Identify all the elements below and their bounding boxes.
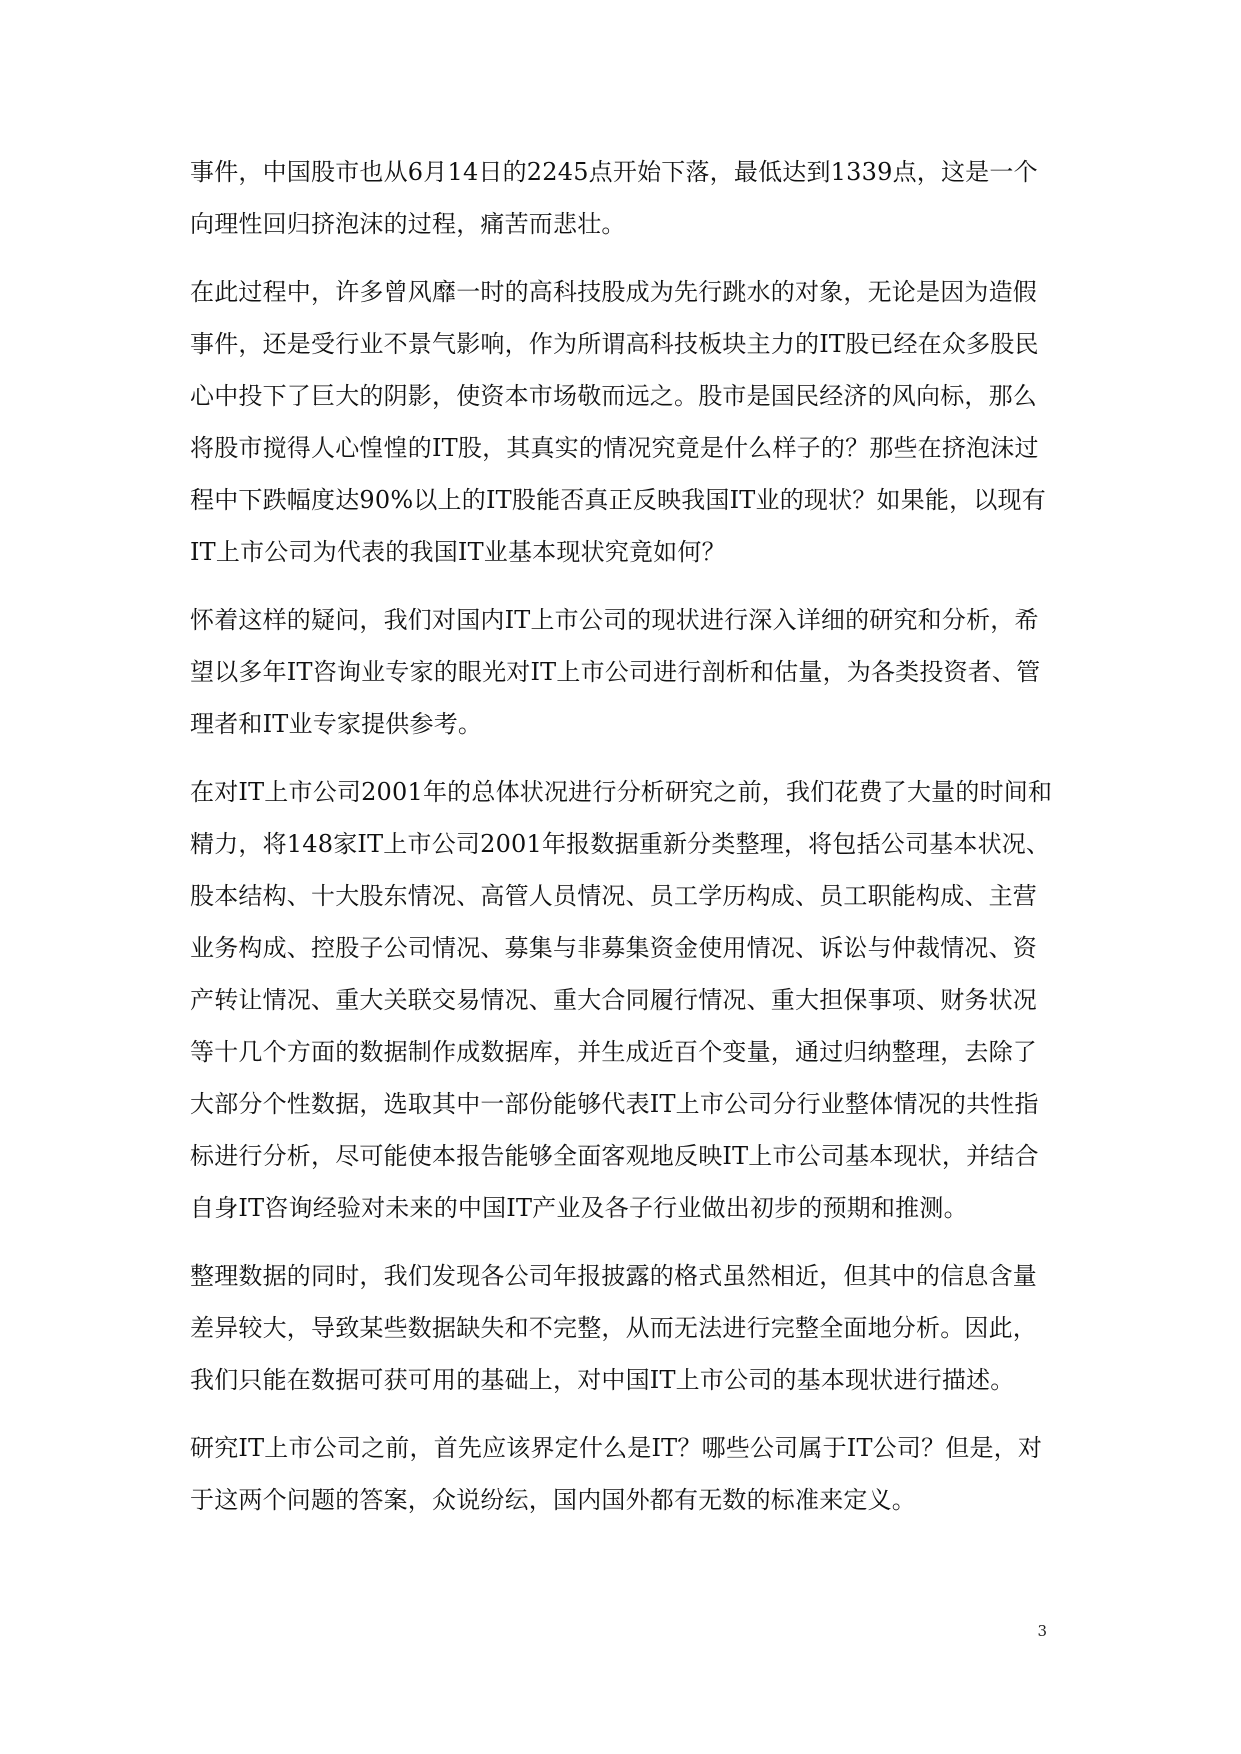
paragraph-3: 怀着这样的疑问，我们对国内IT上市公司的现状进行深入详细的研究和分析，希望以多年IT咨询业专家的眼光对IT上市公司进行剖析和估量，为各类投资者、管理者和IT业专家提供参考。: [190, 606, 1041, 738]
paragraph-6: 研究IT上市公司之前，首先应该界定什么是IT？哪些公司属于IT公司？但是，对于这两个问题的答案，众说纷纭，国内国外都有无数的标准来定义。: [190, 1434, 1043, 1514]
paragraph-5: 整理数据的同时，我们发现各公司年报披露的格式虽然相近，但其中的信息含量差异较大，导致某些数据缺失和不完整，从而无法进行完整全面地分析。因此，我们只能在数据可获可用的基础上，对中国IT上市公司的基本现状进行描述。: [190, 1262, 1037, 1394]
paragraph-4: 在对IT上市公司2001年的总体状况进行分析研究之前，我们花费了大量的时间和精力，将148家IT上市公司2001年报数据重新分类整理，将包括公司基本状况、股本结构、十大股东情况、高管人员情况、员工学历构成、员工职能构成、主营业务构成、控股子公司情况、募集与非募集资金使用情况、诉讼与仲裁情况、资产转让情况、重大关联交易情况、重大合同履行情况、重大担保事项、财务状况等十几个方面的数据制作成数据库，并生成近百个变量，通过归纳整理，去除了大部分个性数据，选取其中一部份能够代表IT上市公司分行业整体情况的共性指标进行分析，尽可能使本报告能够全面客观地反映IT上市公司基本现状，并结合自身IT咨询经验对未来的中国IT产业及各子行业做出初步的预期和推测。: [190, 778, 1053, 1222]
paragraph-1: 事件，中国股市也从6月14日的2245点开始下落，最低达到1339点，这是一个向理性回归挤泡沫的过程，痛苦而悲壮。: [190, 158, 1038, 238]
document-body: [190, 146, 1054, 1542]
paragraph-2: 在此过程中，许多曾风靡一时的高科技股成为先行跳水的对象，无论是因为造假事件，还是受行业不景气影响，作为所谓高科技板块主力的IT股已经在众多股民心中投下了巨大的阴影，使资本市场敬而远之。股市是国民经济的风向标，那么将股市搅得人心惶惶的IT股，其真实的情况究竟是什么样子的？那些在挤泡沫过程中下跌幅度达90%以上的IT股能否真正反映我国IT业的现状？如果能，以现有IT上市公司为代表的我国IT业基本现状究竟如何？: [190, 278, 1046, 566]
page-number: 3: [1037, 1622, 1047, 1640]
